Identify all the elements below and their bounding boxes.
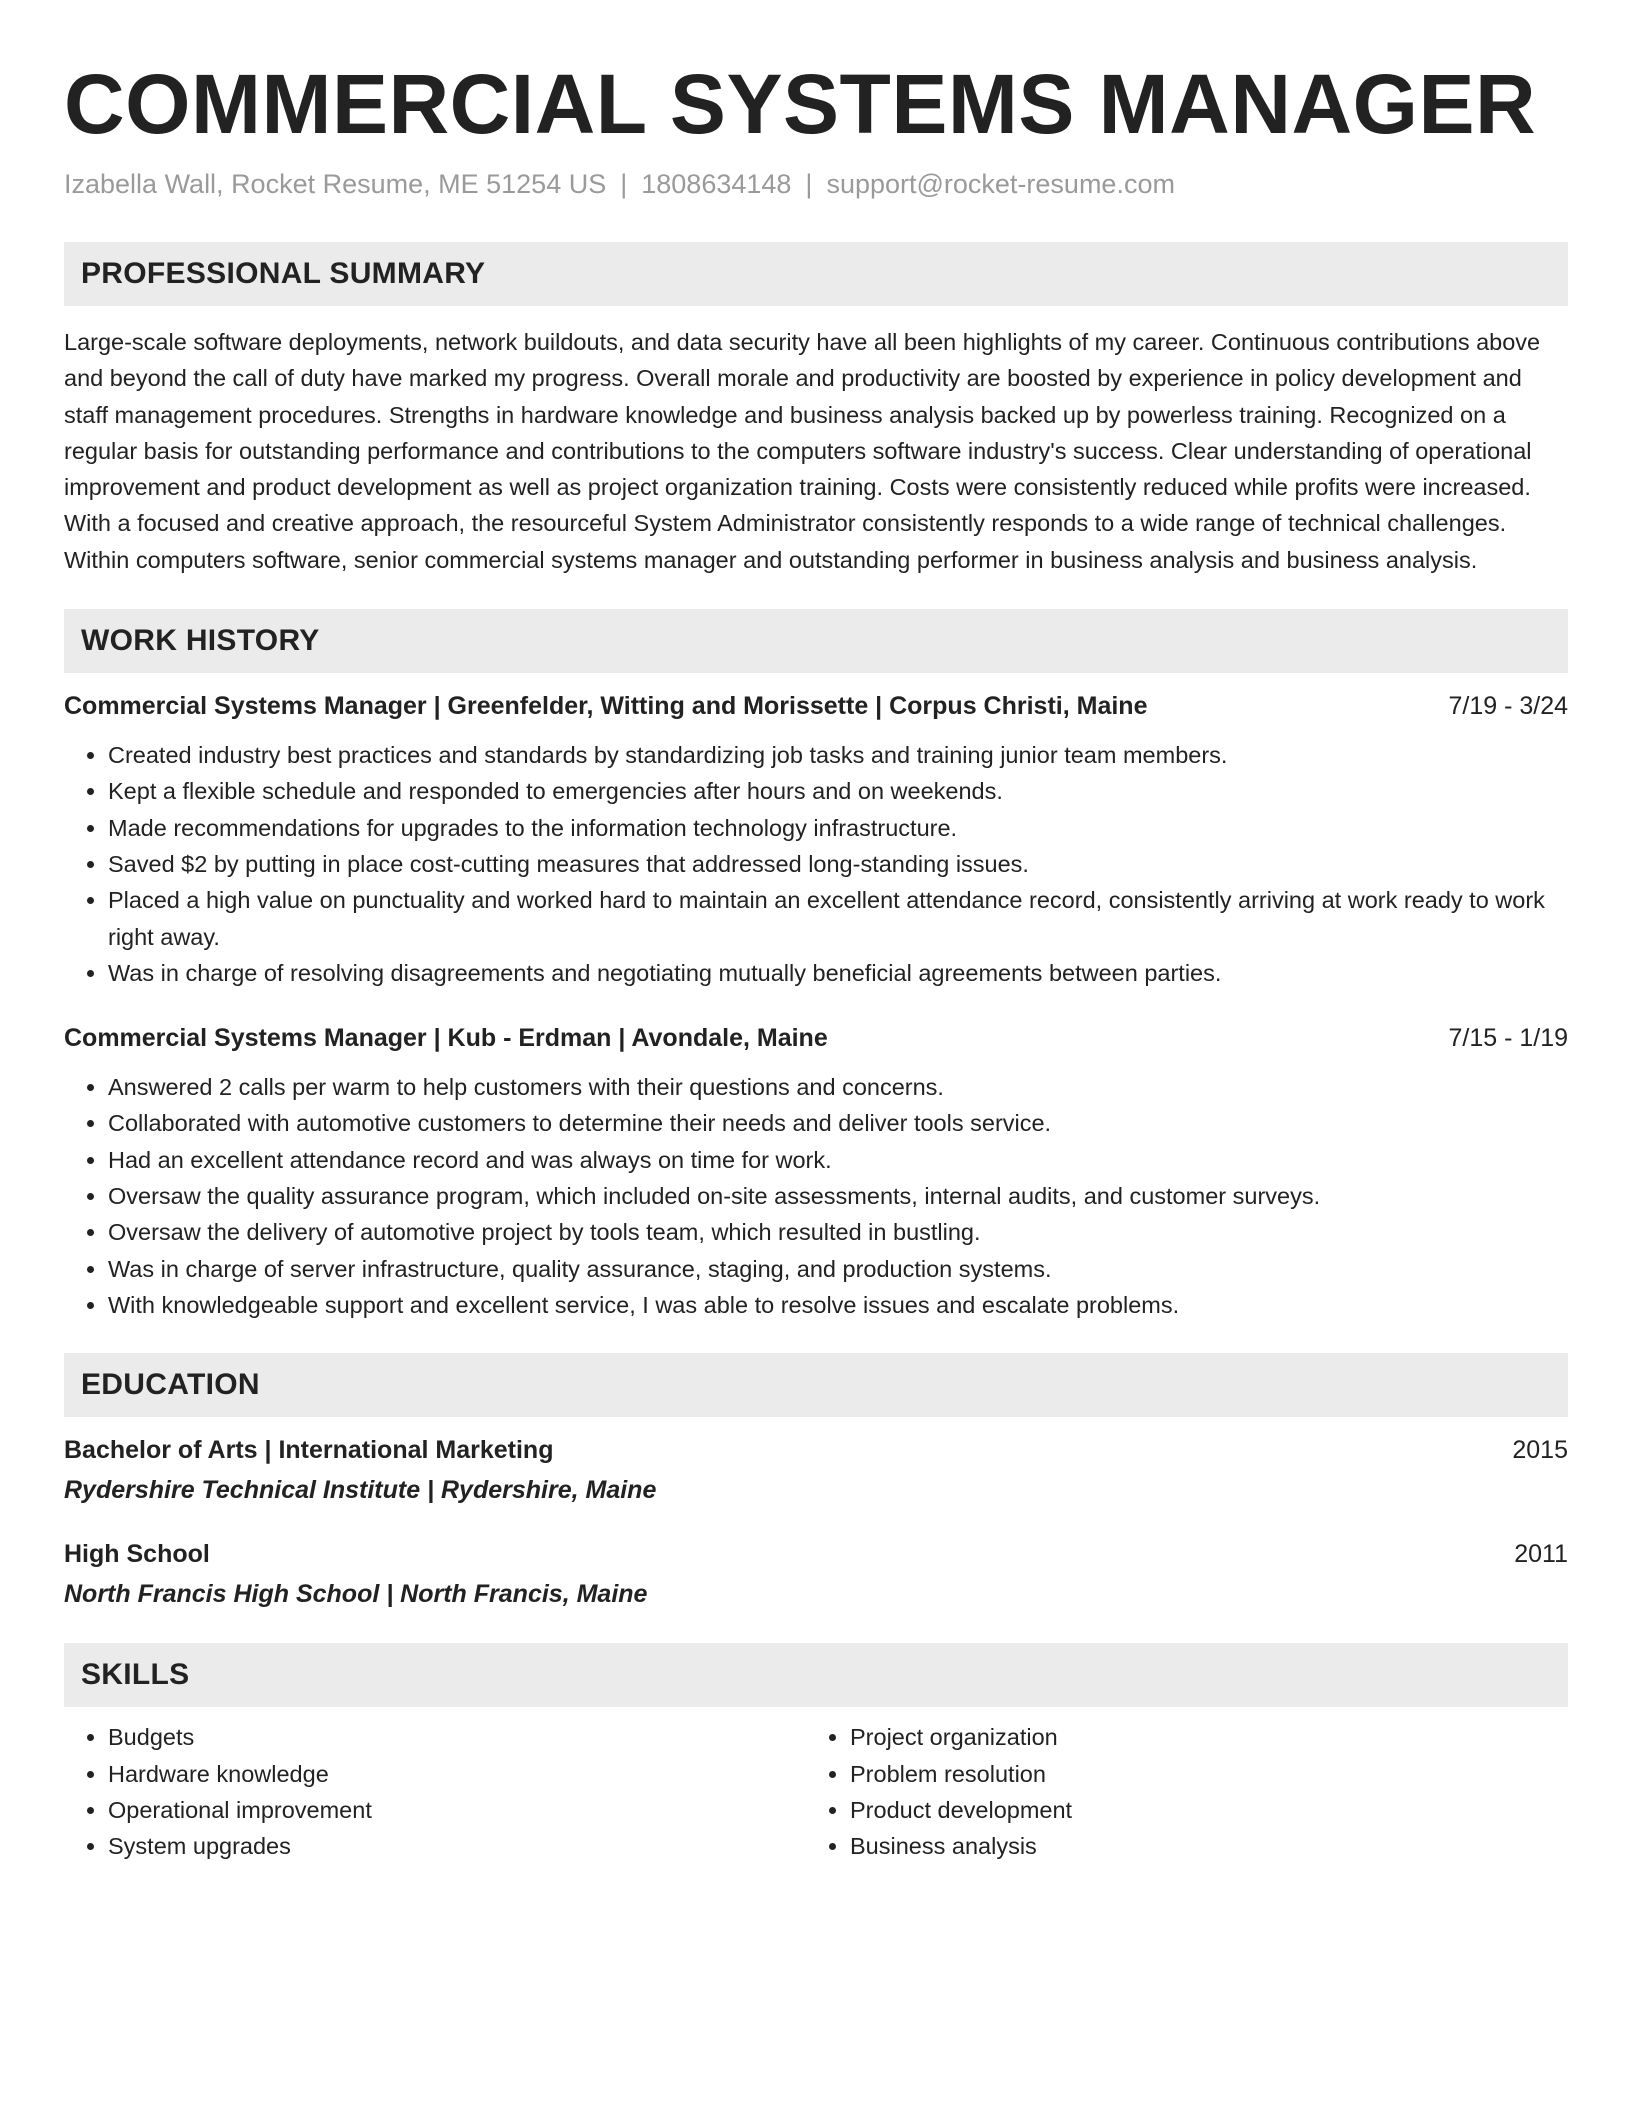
list-item: • Collaborated with automotive customers to determine their needs and deliver tools service. bbox=[108, 1105, 1568, 1141]
contact-line bbox=[64, 166, 1568, 202]
skills-column-right bbox=[806, 1719, 1548, 1864]
education-heading: EDUCATION bbox=[64, 1353, 1568, 1417]
job-header bbox=[64, 1021, 1568, 1055]
skill-item: • Budgets bbox=[108, 1719, 806, 1755]
education-entry bbox=[64, 1537, 1568, 1611]
contact-separator: | bbox=[620, 169, 628, 199]
skill-item: • Operational improvement bbox=[108, 1792, 806, 1828]
job-entry bbox=[64, 1021, 1568, 1323]
job-bullets bbox=[64, 737, 1568, 991]
list-item: • Oversaw the quality assurance program, which included on-site assessments, internal audits, and customer surveys. bbox=[108, 1178, 1568, 1214]
resume-page bbox=[64, 56, 1568, 1864]
education-entry bbox=[64, 1433, 1568, 1507]
skill-item: • System upgrades bbox=[108, 1828, 806, 1864]
skill-item: • Business analysis bbox=[850, 1828, 1548, 1864]
summary-text: Large-scale software deployments, network buildouts, and data security have all been highlights of my career. Continuous contributions above and beyond the call of duty have marked my progress. Overall morale and productivity are boosted by experience in policy development and staff management procedures. Strengths in hardware knowledge and business analysis backed up by powerless training. Recognized on a regular basis for outstanding performance and contributions to the computers software industry's success. Clear understanding of operational improvement and product development as well as project organization training. Costs were consistently reduced while profits were increased. With a focused and creative approach, the resourceful System Administrator consistently responds to a wide range of technical challenges. Within computers software, senior commercial systems manager and outstanding performer in business analysis and business analysis. bbox=[64, 329, 1541, 573]
job-dates: 7/19 - 3/24 bbox=[1448, 692, 1568, 721]
education-degree: High School bbox=[64, 1540, 210, 1569]
summary-heading: PROFESSIONAL SUMMARY bbox=[64, 242, 1568, 306]
work-history-heading: WORK HISTORY bbox=[64, 609, 1568, 673]
list-item: • Saved $2 by putting in place cost-cutting measures that addressed long-standing issues. bbox=[108, 846, 1568, 882]
contact-address: Izabella Wall, Rocket Resume, ME 51254 US bbox=[64, 169, 607, 199]
job-title: Commercial Systems Manager | Kub - Erdman | Avondale, Maine bbox=[64, 1024, 828, 1053]
list-item: • With knowledgeable support and excellent service, I was able to resolve issues and escalate problems. bbox=[108, 1287, 1568, 1323]
education-school: North Francis High School | North Francis, Maine bbox=[64, 1580, 648, 1609]
contact-separator: | bbox=[805, 169, 813, 199]
education-header bbox=[64, 1433, 1568, 1467]
education-school: Rydershire Technical Institute | Rydershire, Maine bbox=[64, 1476, 657, 1505]
job-header bbox=[64, 689, 1568, 723]
resume-title: COMMERCIAL SYSTEMS MANAGER bbox=[64, 57, 1537, 151]
job-bullets bbox=[64, 1069, 1568, 1323]
skills-column-left bbox=[64, 1719, 806, 1864]
skill-item: • Project organization bbox=[850, 1719, 1548, 1755]
list-item: • Placed a high value on punctuality and worked hard to maintain an excellent attendance record, consistently arriving at work ready to work right away. bbox=[108, 882, 1568, 955]
list-item: • Kept a flexible schedule and responded to emergencies after hours and on weekends. bbox=[108, 773, 1568, 809]
job-dates: 7/15 - 1/19 bbox=[1448, 1024, 1568, 1053]
skill-item: • Hardware knowledge bbox=[108, 1756, 806, 1792]
list-item: • Had an excellent attendance record and was always on time for work. bbox=[108, 1142, 1568, 1178]
skills-list bbox=[64, 1719, 1568, 1864]
job-entry bbox=[64, 689, 1568, 991]
list-item: • Oversaw the delivery of automotive project by tools team, which resulted in bustling. bbox=[108, 1214, 1568, 1250]
skills-heading: SKILLS bbox=[64, 1643, 1568, 1707]
skill-item: • Product development bbox=[850, 1792, 1548, 1828]
contact-phone: 1808634148 bbox=[641, 169, 792, 199]
education-header bbox=[64, 1537, 1568, 1571]
education-year: 2015 bbox=[1512, 1436, 1568, 1465]
contact-email: support@rocket-resume.com bbox=[826, 169, 1175, 199]
list-item: • Was in charge of server infrastructure, quality assurance, staging, and production systems. bbox=[108, 1251, 1568, 1287]
job-title: Commercial Systems Manager | Greenfelder, Witting and Morissette | Corpus Christi, Maine bbox=[64, 692, 1148, 721]
skill-item: • Problem resolution bbox=[850, 1756, 1548, 1792]
list-item: • Answered 2 calls per warm to help customers with their questions and concerns. bbox=[108, 1069, 1568, 1105]
list-item: • Made recommendations for upgrades to the information technology infrastructure. bbox=[108, 810, 1568, 846]
education-degree: Bachelor of Arts | International Marketing bbox=[64, 1436, 554, 1465]
list-item: • Was in charge of resolving disagreements and negotiating mutually beneficial agreements between parties. bbox=[108, 955, 1568, 991]
education-year: 2011 bbox=[1514, 1540, 1568, 1569]
list-item: • Created industry best practices and standards by standardizing job tasks and training junior team members. bbox=[108, 737, 1568, 773]
